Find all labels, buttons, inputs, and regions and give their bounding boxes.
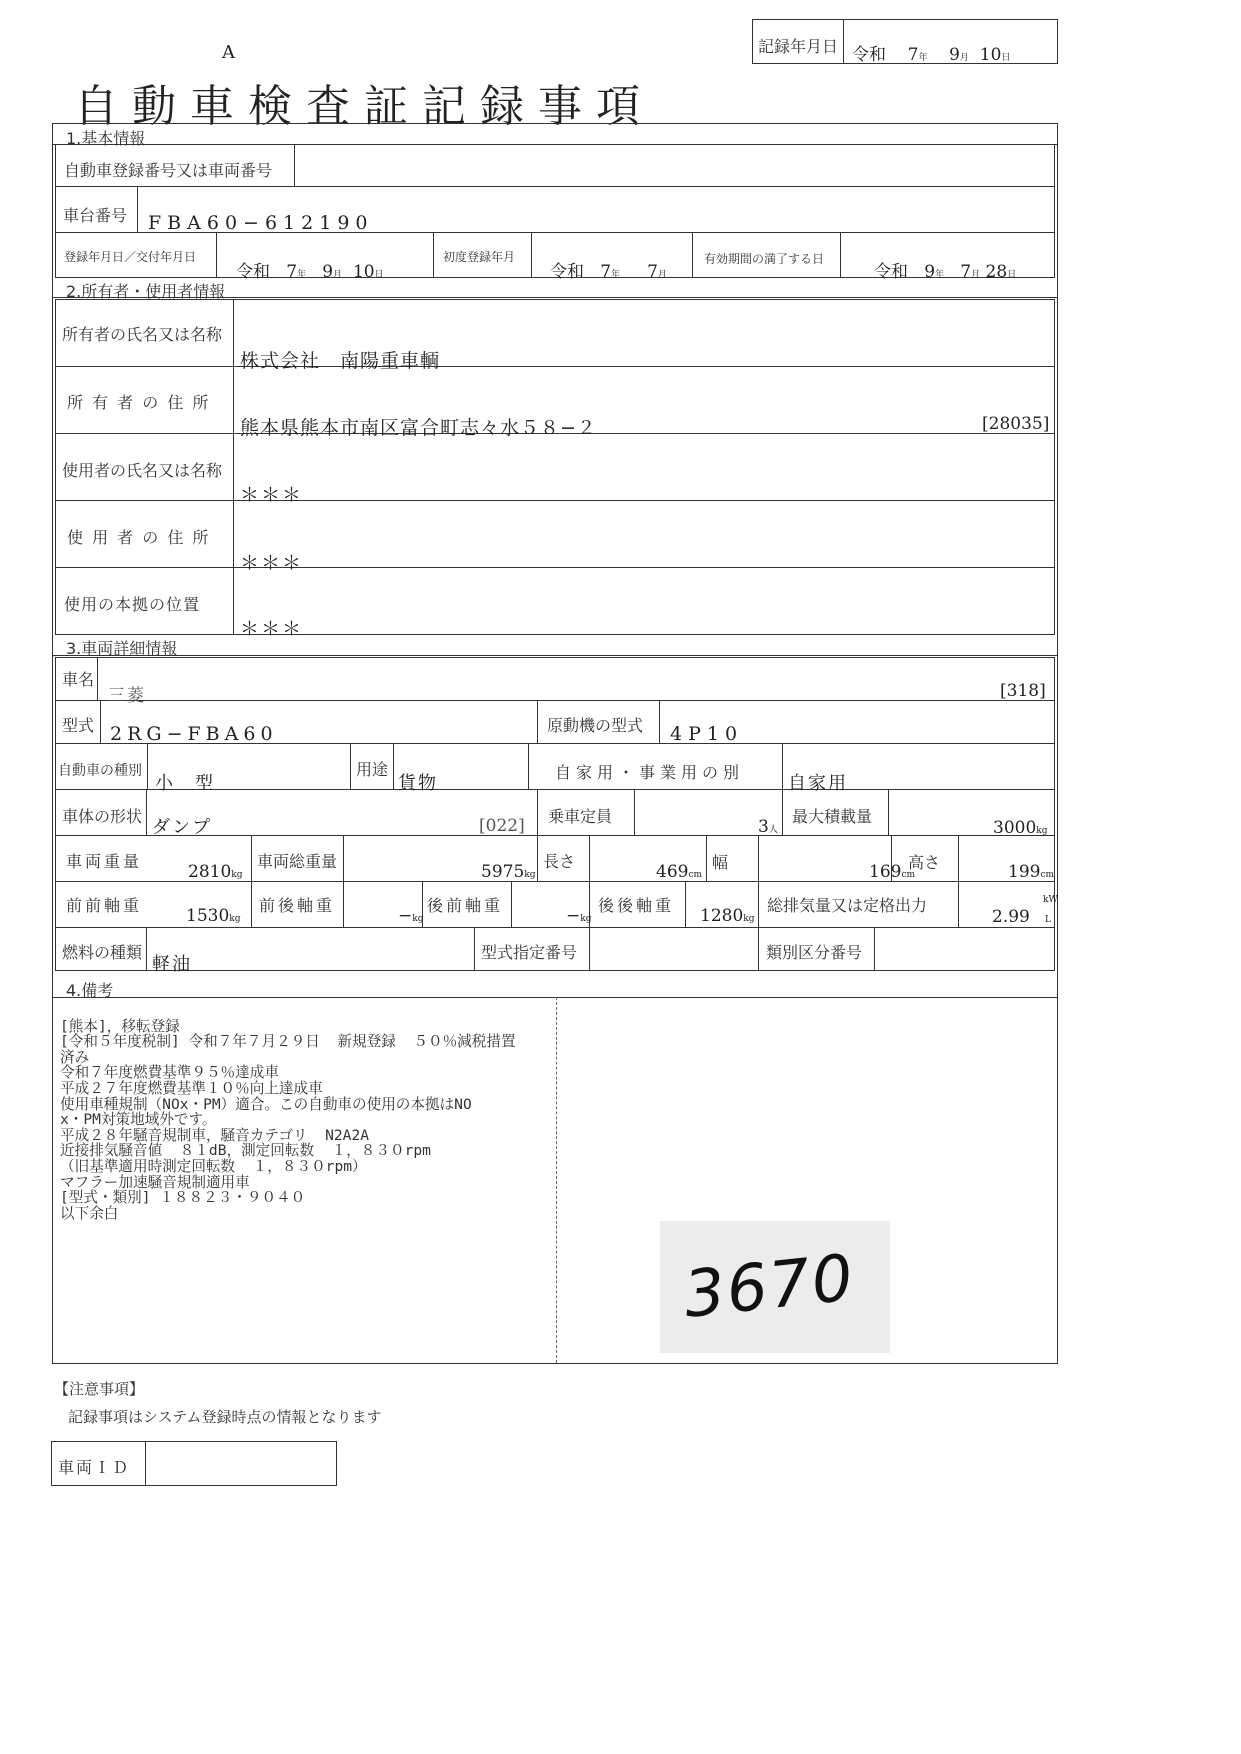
owner-address-label: 所 有 者 の 住 所 [67,393,211,412]
displacement-unit-l: L [1045,915,1051,925]
width-label: 幅 [712,853,729,872]
page-title: 自動車検査証記録事項 [74,81,654,132]
base-location-label: 使用の本拠の位置 [64,595,201,614]
expiry-label: 有効期間の満了する日 [704,252,825,266]
displacement-unit-kw: kW [1043,895,1058,905]
notes-heading: 【注意事項】 [54,1380,145,1398]
handwritten-number: 3670 [680,1241,859,1333]
height-label: 高さ [908,853,941,872]
rf-axle-value: −kg [566,906,592,926]
ff-axle-value: 1530kg [186,906,241,926]
body-shape-code: [022] [479,816,525,836]
vehicle-type-value: 小 型 [155,773,215,794]
expiry-value: 令和 9年 7月 28日 [874,262,1017,282]
user-address-label: 使 用 者 の 住 所 [67,528,211,547]
fuel-label: 燃料の種類 [62,943,143,962]
owner-address-code: [28035] [982,414,1050,434]
first-reg-value: 令和 7年 7月 [550,262,667,282]
width-value: 169cm [869,862,916,882]
fr-axle-label: 前後軸重 [259,896,336,915]
displacement-value: 2.99 [992,907,1030,927]
length-label: 長さ [543,852,576,871]
private-business-value: 自家用 [788,773,848,794]
record-date-value: 令和 7年 9月 10日 [852,45,1011,65]
capacity-label: 乗車定員 [548,807,613,826]
reg-number-label: 自動車登録番号又は車両番号 [64,161,273,180]
rr-axle-label: 後後軸重 [598,896,675,915]
owner-name-value: 株式会社 南陽重車輌 [240,350,441,372]
body-shape-value: ダンプ [152,817,213,838]
record-date-label: 記録年月日 [758,37,839,56]
reg-date-label: 登録年月日／交付年月日 [64,250,197,264]
purpose-label: 用途 [356,760,389,779]
height-value: 199cm [1008,862,1055,882]
type-designation-label: 型式指定番号 [481,943,578,962]
gross-weight-label: 車両総重量 [257,852,338,871]
reg-date-value: 令和 7年 9月 10日 [236,262,384,282]
owner-name-label: 所有者の氏名又は名称 [62,325,223,344]
user-name-value: ＊＊＊ [240,484,304,506]
notes-text: 記録事項はシステム登録時点の情報となります [68,1408,382,1426]
model-label: 型式 [62,716,95,735]
form-mark: A [222,42,235,63]
rr-axle-value: 1280kg [700,906,755,926]
fuel-value: 軽油 [152,954,192,975]
first-reg-label: 初度登録年月 [443,250,516,264]
max-load-value: 3000kg [993,818,1048,838]
car-name-code: [318] [1000,681,1046,701]
car-name-label: 車名 [62,670,95,689]
gross-weight-value: 5975kg [481,862,536,882]
model-value: 2RG−FBA60 [110,723,278,745]
category-label: 類別区分番号 [766,943,863,962]
body-shape-label: 車体の形状 [62,807,143,826]
remarks-text: [熊本]，移転登録 [令和５年度税制] 令和７年７月２９日 新規登録 ５０％減税措置 済み 令和７年度燃費基準９５％達成車 平成２７年度燃費基準１０％向上達成車 使用車種規制（NOx・PM）適合。この自動車の使用の本拠はNO x・PM対策地域外です。 平成２８年騒音規制車，騒音カテゴリ N2A2A 近接排気騒音値 ８１dB，測定回転数 １，８３０rpm （旧基準適用時測定回転数 １，８３０rpm） マフラー加速騒音規制適用車 [型式・類別] １８８２３・９０４０ 以下余白 [60,1017,516,1222]
vehicle-type-label: 自動車の種別 [58,763,142,779]
capacity-value: 3人 [758,817,778,837]
vehicle-weight-value: 2810kg [188,862,243,882]
purpose-value: 貨物 [398,773,438,794]
owner-address-value: 熊本県熊本市南区富合町志々水５８−２ [240,417,597,439]
vehicle-weight-label: 車両重量 [66,852,143,871]
displacement-label: 総排気量又は定格出力 [767,896,928,915]
base-location-value: ＊＊＊ [240,618,304,640]
vehicle-id-label: 車両ＩＤ [58,1458,131,1477]
ff-axle-label: 前前軸重 [66,896,143,915]
private-business-label: 自家用・事業用の別 [555,763,745,782]
user-name-label: 使用者の氏名又は名称 [62,461,223,480]
section2-heading: 2.所有者・使用者情報 [66,282,226,301]
rf-axle-label: 後前軸重 [427,896,504,915]
section4-heading: 4.備考 [66,981,114,1000]
chassis-value: FBA60−612190 [148,212,374,234]
fr-axle-value: −kg [398,906,424,926]
engine-model-label: 原動機の型式 [547,716,644,735]
chassis-label: 車台番号 [63,206,128,225]
section3-heading: 3.車両詳細情報 [66,639,178,658]
engine-model-value: 4P10 [670,723,744,745]
car-name-value: 三菱 [108,686,146,706]
max-load-label: 最大積載量 [792,807,873,826]
user-address-value: ＊＊＊ [240,552,304,574]
length-value: 469cm [656,862,703,882]
section1-heading: 1.基本情報 [66,129,146,148]
